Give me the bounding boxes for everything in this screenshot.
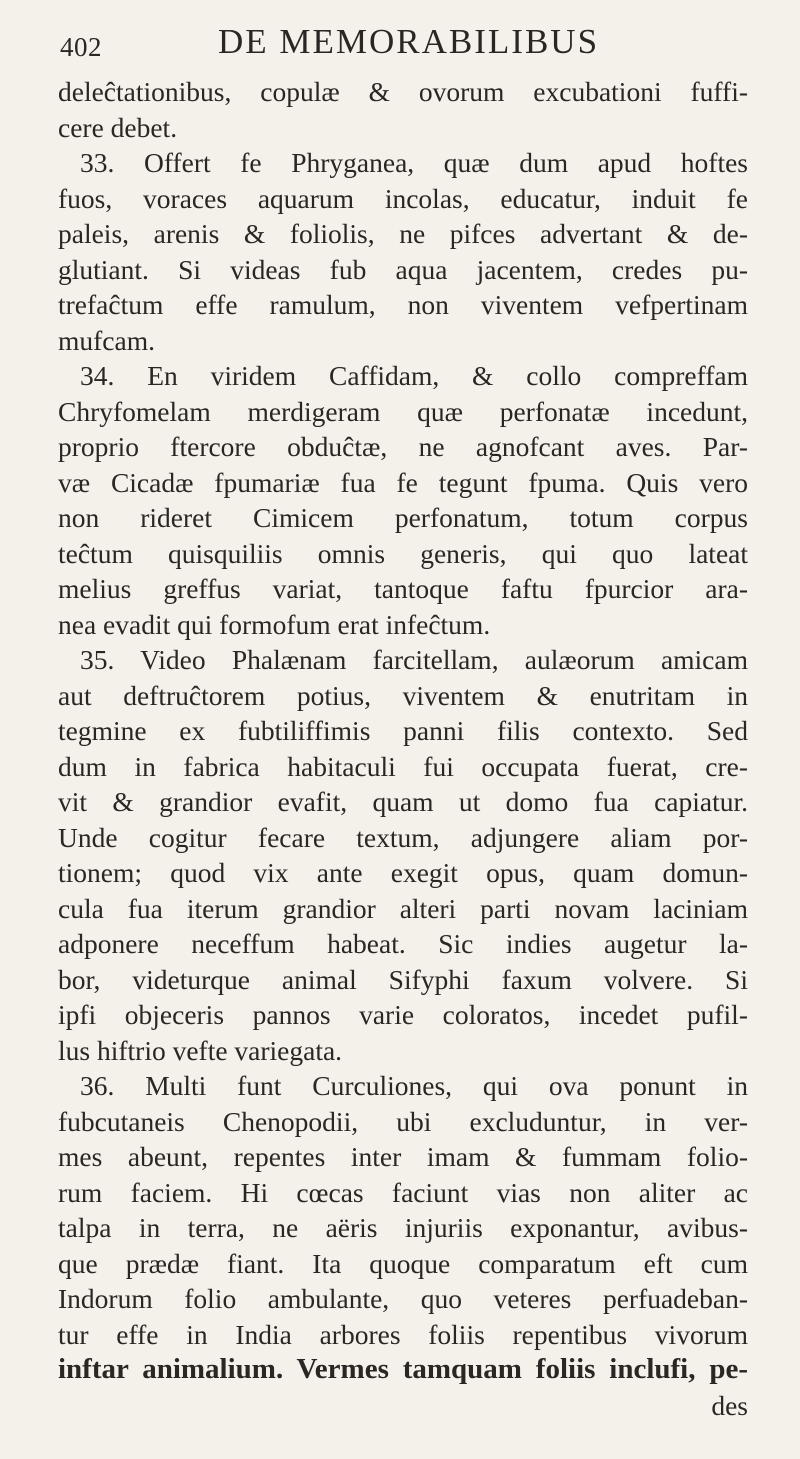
text-line: inftar animalium. Vermes tamquam foliis inclufi, pe-	[58, 1353, 748, 1385]
text-line: lus hiftrio vefte variegata.	[58, 1034, 343, 1066]
text-line: tegmine ex fubtiliffimis panni filis contexto. Sed	[58, 715, 748, 746]
text-line: fubcutaneis Chenopodii, ubi excluduntur, in ver-	[58, 1105, 748, 1137]
text-line: tionem; quod vix ante exegit opus, quam domun-	[58, 857, 748, 888]
text-line: væ Cicadæ fpumariæ fua fe tegunt fpuma. Quis vero	[58, 466, 748, 498]
text-line: que prædæ fiant. Ita quoque comparatum eft cum	[58, 1247, 748, 1279]
text-line: 34. En viridem Caffidam, & collo compreffam	[80, 360, 748, 391]
text-line: tur effe in India arbores foliis repentibus vivorum	[58, 1318, 748, 1350]
text-line: 36. Multi funt Curculiones, qui ova ponunt in	[80, 1070, 748, 1101]
text-line: Unde cogitur fecare textum, adjungere aliam por-	[58, 821, 748, 853]
text-line: trefaĉtum effe ramulum, non viventem vefpertinam	[58, 289, 748, 320]
page-number: 402	[60, 32, 102, 62]
body-text	[58, 74, 748, 1423]
text-line: aut deftruĉtorem potius, viventem & enutritam in	[58, 679, 748, 711]
text-line: ipfi objeceris pannos varie coloratos, incedet pufil-	[58, 999, 748, 1030]
text-line: adponere neceffum habeat. Sic indies augetur la-	[58, 928, 748, 959]
text-line: dum in fabrica habitaculi fui occupata fuerat, cre-	[58, 750, 748, 782]
text-line: proprio ftercore obduĉtæ, ne agnofcant aves. Par-	[58, 431, 748, 462]
text-line: glutiant. Si videas fub aqua jacentem, credes pu-	[58, 253, 748, 285]
text-line: nea evadit qui formofum erat infeĉtum.	[58, 608, 491, 640]
text-line: teĉtum quisquiliis omnis generis, qui quo lateat	[58, 537, 748, 569]
text-line: cere debet.	[58, 111, 178, 143]
text-line: des	[711, 1389, 748, 1421]
text-line: Chryfomelam merdigeram quæ perfonatæ incedunt,	[58, 395, 748, 427]
text-line: 33. Offert fe Phryganea, quæ dum apud hoftes	[80, 147, 748, 178]
text-line: cula fua iterum grandior alteri parti novam laciniam	[58, 892, 748, 924]
text-line: paleis, arenis & foliolis, ne pifces advertant & de-	[58, 218, 748, 249]
page-header	[0, 22, 800, 72]
text-line: 35. Video Phalænam farcitellam, aulæorum amicam	[80, 644, 748, 675]
text-line: non rideret Cimicem perfonatum, totum corpus	[58, 502, 748, 533]
text-line: fuos, voraces aquarum incolas, educatur, induit fe	[58, 182, 748, 214]
text-line: melius greffus variat, tantoque faftu fpurcior ara-	[58, 573, 748, 604]
text-line: vit & grandior evafit, quam ut domo fua capiatur.	[58, 786, 748, 817]
text-line: Indorum folio ambulante, quo veteres perfuadeban-	[58, 1283, 748, 1314]
text-line: bor, videturque animal Sifyphi faxum volvere. Si	[58, 963, 748, 995]
text-line: mufcam.	[58, 324, 155, 356]
text-line: rum faciem. Hi cœcas faciunt vias non aliter ac	[58, 1176, 748, 1208]
text-line: talpa in terra, ne aëris injuriis exponantur, avibus-	[58, 1212, 748, 1243]
running-head: DE MEMORABILIBUS	[218, 22, 600, 61]
text-line: mes abeunt, repentes inter imam & fummam folio-	[58, 1141, 748, 1172]
text-line: deleĉtationibus, copulæ & ovorum excubationi fuffi-	[58, 76, 748, 107]
